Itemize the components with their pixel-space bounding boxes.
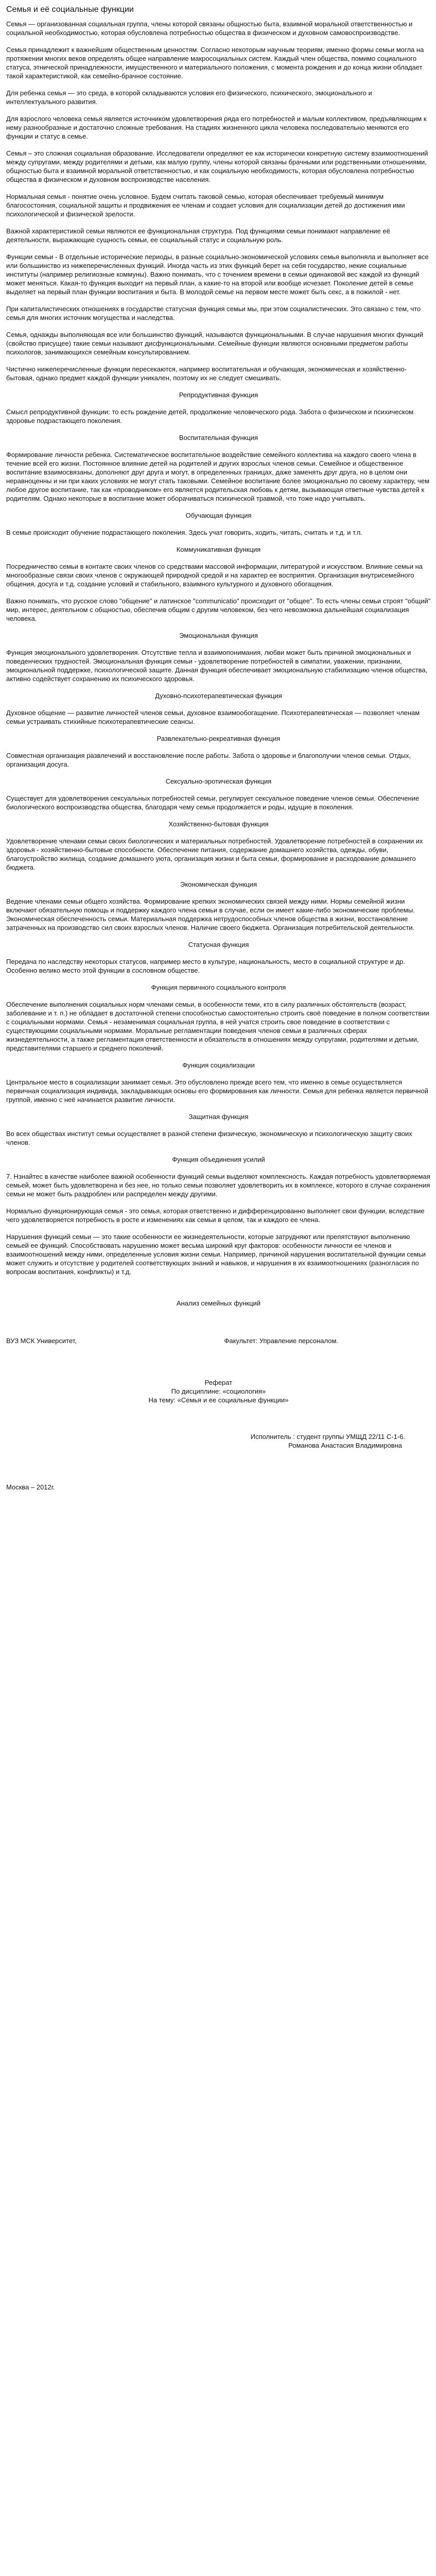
function-section (6, 820, 431, 872)
intro-paragraph: Семья — организованная социальная группа, члены которой связаны общностью быта, взаимной моральной ответственностью и социальной необходимостью, которая обусловлена потребностью общества в физическом и духовном самовоспроизводстве. (6, 20, 413, 37)
function-section (6, 545, 431, 623)
intro-paragraph: Для взрослого человека семья является источником удовлетворения ряда его потребностей и малым коллективом, предъявляющим к нему разнообразные и достаточно сложные требования. На стадиях жизненного цикла человека последовательно меняются его функции и статус в семье. (6, 115, 427, 140)
analysis-heading: Анализ семейных функций (176, 1299, 261, 1307)
intro-paragraph: Семья принадлежит к важнейшим общественным ценностям. Согласно некоторым научным теориям, именно формы семьи могла на протяжении многих веков определять общее направление макросоциальных систем. Каждый член общества, помимо социального статуса, этнической принадлежности, имущественного и материального положения, с момента рождения и до конца жизни обладает такой характеристикой, как семейно-брачное состояние. (6, 46, 424, 80)
document-title: Семья и её социальные функции (6, 5, 134, 14)
section-paragraph: Функция эмоционального удовлетворения. Отсутствие тепла и взаимопонимания, любви может быть причиной эмоциональных и поведенческих трудностей. Эмоциональная функция семьи - удовлетворение потребностей в симпатии, уважении, признании, эмоциональной поддержке, психологической защите. Данная функция обеспечивает эмоциональную стабилизацию членов общества, активно содействует сохранению их психического здоровья. (6, 649, 428, 683)
section-paragraph: В семье происходит обучение подрастающего поколения. Здесь учат говорить, ходить, читать, считать и т.д. и т.п. (6, 529, 362, 536)
function-section (6, 391, 431, 425)
section-heading: Развлекательно-рекреативная функция (156, 735, 281, 742)
section-paragraph: Важно понимать, что русское слово "общение" и латинское "communicatio" происходит от "общее". То есть члены семьи строят "общий" мир, интерес, деятельном с общностью, обеспечив общим с другим человеком, без чего невозможна дальнейшая социализация человека. (6, 597, 431, 622)
section-paragraph: Совместная организация развлечений и восстановление после работы. Забота о здоровье и благополучии членов семьи. Отдых, организация досуга. (6, 752, 411, 768)
function-section (6, 1155, 431, 1276)
section-paragraph: Во всех обществах институт семьи осуществляет в разной степени физическую, экономическую и психологическую защиту своих членов. (6, 1130, 412, 1146)
function-section (6, 1061, 431, 1104)
intro-paragraph: Семья, однажды выполняющая все или большинство функций, называются функциональными. В случае нарушения многих функций (свойство присущее) такие семьи называют дисфункциональными. Семейные функции являются основными предметом работы психологов, занимающихся семейным консультированием. (6, 331, 424, 356)
function-section (6, 940, 431, 975)
section-heading: Сексуально-эротическая функция (165, 777, 272, 785)
section-heading: Эмоциональная функция (179, 632, 258, 639)
intro-paragraph: Чистично нижеперечисленные функции пересекаются, например воспитательная и обучающая, экономическая и хозяйственно-бытовая, однако предмет каждой функции уникален, поэтому их не следует смешивать. (6, 365, 407, 382)
function-section (6, 983, 431, 1053)
section-heading: Обучающая функция (185, 512, 252, 519)
section-heading: Духовно-психотерапевтическая функция (155, 692, 282, 700)
university-name: ВУЗ МСК Университет, (6, 1337, 77, 1345)
function-section (6, 734, 431, 769)
intro-section (6, 20, 431, 382)
section-heading: Защитная функция (188, 1113, 249, 1121)
author-name: Романова Анастасия Владимировна (288, 1442, 402, 1449)
topic-line: На тему: «Семья и ее социальные функции» (148, 1396, 289, 1404)
section-paragraph: Смысл репродуктивной функции: то есть рождение детей, продолжение человеческого рода. Забота о физическом и психическом здоровье подрастающего поколения. (6, 408, 414, 425)
section-heading: Хозяйственно-бытовая функция (168, 820, 269, 828)
intro-paragraph: Семья – это сложная социальная образование. Исследователи определяют ее как исторически конкретную систему взаимоотношений между супругами, между родителями и детьми, как малую группу, члены которой связаны брачными или родственными отношениями, общностью быта и взаимной моральной ответственностью, и как социальную необходимость, которая обусловлена потребностью общества в физическом и духовном воспроизводстве населения. (6, 149, 428, 183)
function-section (6, 777, 431, 811)
section-paragraph: Обеспечение выполнения социальных норм членами семьи, в особенности теми, кто в силу различных обстоятельств (возраст, заболевание и т. п.) не обладает в достаточной степени способностью самостоятельно строить своё поведение в полном соответствии с социальными нормами. Семья - незаменимая социальная группа, в ней учатся строить свое поведение в соответствии с существующими социальными нормами. Моральные регламентации поведения членов семьи в различных сферах жизнедеятельности, а также регламентация ответственности и обязательств в отношениях между супругами, родителями и детьми, представителями старшего и среднего поколений. (6, 1001, 429, 1052)
title-page (6, 1336, 431, 1492)
intro-paragraph: Функции семьи - В отдельные исторические периоды, в разные социально-экономической условиях семья выполняла и выполняет все или большинство из нижеперечисленных функций. Иногда часть из этих функций берет на себя государство, некие социальные институты (например религиозные коммуны). Важно понимать, что с точением времени в семьи одинаковой вес каждой из функций может меняться. Какая-то функция выходит на первый план, а какие-то на второй или вообще исчезает. Поколение детей в семье выделяет на первый план функции воспитания и быта. В молодой семье на первом месте может быть секс, а в пожилой - нет. (6, 253, 429, 296)
section-paragraph: Ведение членами семьи общего хозяйства. Формирование крепких экономических связей между ними. Нормы семейной жизни включают обязательную помощь и поддержку каждого члена семьи в случае, если он имеет какие-либо экономические проблемы. Экономическая обеспеченность семьи. Материальная поддержка нетрудоспособных членов общества в жизни, восстановление затраченных на производство сил своих взрослых членов. Наличие своего бюджета. Организация потребительской деятельности. (6, 897, 415, 931)
section-heading: Воспитательная функция (179, 434, 258, 442)
performer-line: Исполнитель : студент группы УМЩД 22/11 С-1-6. (250, 1433, 405, 1440)
section-paragraph: 7. Нзнайтес в качестве наиболее важной особенности функций семьи выделяют комплексность. Каждая потребность удовлетворяемая семьей, может быть удовлетворена и без нее, но только семьи позволяет удовлетворить их в комплексе, которого в случае сохранения семьи не может быть раздроблен или распределен между другими. (6, 1173, 430, 1198)
function-section (6, 631, 431, 683)
discipline-line: По дисциплине: «социология» (171, 1387, 266, 1395)
section-paragraph: Передача по наследству некоторых статусов, например место в культуре, национальность, место в социальной структуре и др. Особенно велико место этой функции в сословном обществе. (6, 958, 405, 974)
section-paragraph: Формирование личности ребенка. Систематическое воспитательное воздействие семейного коллектива на каждого своего члена в течение всей его жизни. Постоянное влияние детей на родителей и других взрослых членов семьи. Семейное и общественное воспитание взаимосвязаны, дополняют друг друга и могут, в определенных границах, даже заменять друг друга, но в целом они неравноценны и ни при каких условиях не могут стать таковыми. Семейное воспитание более эмоционально по своему характеру, чем любое другое воспитание, так как «проводником» его является родительская любовь к детям, вызывающая ответные чувства детей к родителям. Однако некоторые в воспитание может оборачиваться психической травмой, что тоже надо учитывать. (6, 451, 430, 502)
city-year: Москва – 2012г. (6, 1483, 55, 1491)
title-page-header (6, 1336, 431, 1345)
section-heading: Функция социализации (182, 1061, 255, 1069)
section-heading: Статусная функция (188, 941, 249, 948)
intro-paragraph: При капиталистических отношениях в государстве статусная функция семьи мы, при этом социалистических. Это связано с тем, что семья для многих источник могущества и наследства. (6, 305, 421, 321)
spacer (6, 1345, 431, 1378)
section-paragraph: Нормально функционирующая семья - это семья, которая ответственно и дифференцированно выполняет свои функции, вследствие чего удовлетворяется потребность в росте и изменениях как семьи в целом, так и каждого ее члена. (6, 1207, 425, 1224)
section-paragraph: Центральное место в социализации занимает семья. Это обусловлено прежде всего тем, что именно в семье осуществляется первичная социализация индивида, закладывающая основы его формирования как личности. Семья для ребенка является первичной группой, именно с неё начинается развитие личности. (6, 1078, 428, 1104)
function-section (6, 691, 431, 726)
section-heading: Коммуникативная функция (176, 546, 261, 553)
function-section (6, 1112, 431, 1147)
function-section (6, 433, 431, 503)
section-paragraph: Посредничество семьи в контакте своих членов со средствами массовой информации, литературой и искусством. Влияние семьи на многообразные связи своих членов с окружающей природной средой и на характер ее восприятия. Организация внутрисемейного общения, досуга и т.д. создание условий и стабильного, взаимного культурного и духовного обогащения. (6, 563, 423, 588)
section-paragraph: Духовное общение — развитие личностей членов семьи, духовное взаимообогащение. Психотерапевтическая — позволяет членам семьи устраивать стихийные психотерапевтические сеансы. (6, 709, 420, 725)
section-paragraph: Нарушения функций семьи — это такие особенности ее жизнедеятельности, которые затрудняют или препятствуют выполнению семьей ее функций. Способствовать нарушению может весьма широкий круг факторов: особенности личности ее членов и взаимоотношений между ними, определенные условия жизни семьи. Например, причиной нарушения воспитательной функции семьи может служить и отсутствие у родителей соответствующих знаний и навыков, и нарушения в их взаимоотношениях (разногласия по вопросам воспитания, конфликты) и т.д. (6, 1233, 426, 1276)
function-section (6, 880, 431, 932)
section-heading: Экономическая функция (180, 880, 257, 888)
section-paragraph: Существует для удовлетворения сексуальных потребностей семьи, регулирует сексуальное поведение членов семьи. Обеспечение биологического воспроизводства общества, благодаря чему семья продолжается и роды, идущие в поколения. (6, 794, 420, 811)
intro-paragraph: Важной характеристикой семьи являются ее функциональная структура. Под функциями семьи понимают направление её деятельности, выражающие сущность семьи, ее социальный статус и социальную роль. (6, 227, 390, 244)
spacer (6, 1404, 431, 1432)
section-heading: Функция первичного социального контроля (151, 984, 286, 991)
spacer (6, 1450, 431, 1483)
section-heading: Репродуктивная функция (179, 391, 258, 399)
work-type: Реферат (204, 1379, 233, 1386)
faculty-name: Факультет: Управление персоналом. (224, 1337, 338, 1345)
function-section (6, 511, 431, 537)
intro-paragraph: Нормальная семья - понятие очень условное. Будем считать таковой семью, которая обеспечивает требуемый минимум благосостояния, социальной защиты и продвижения ее членам и создает условия для социализации детей до достижения ими психологической и физической зрелости. (6, 193, 405, 218)
functions-sections (6, 391, 431, 1276)
section-heading: Функция объединения усилий (172, 1156, 265, 1163)
intro-paragraph: Для ребенка семья — это среда, в которой складываются условия его физического, психического, эмоционального и интеллектуального развития. (6, 89, 372, 106)
section-paragraph: Удовлетворение членами семьи своих биологических и материальных потребностей. Удовлетворение потребностей в сохранении их здоровья - хозяйственно-бытовые способности. Обеспечение питания, содержание домашнего хозяйства, одежды, обуви, благоустройство жилища, создание домашнего уюта, организация жизни и быта семьи, формирование и расходование домашнего бюджета. (6, 837, 423, 871)
